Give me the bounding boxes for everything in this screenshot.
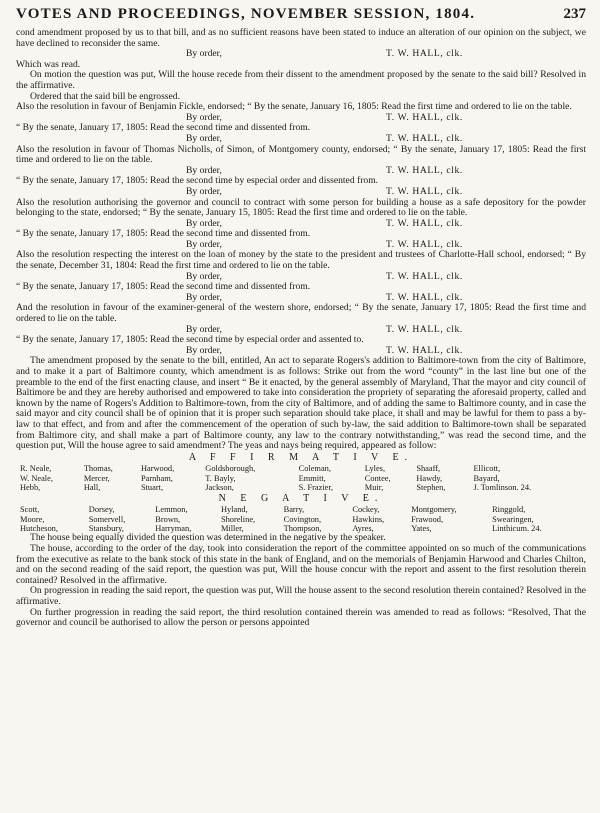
member-name: Covington, — [283, 514, 322, 524]
clerk-signature: T. W. HALL, clk. — [386, 164, 463, 176]
member-name: Hyland, — [220, 505, 248, 515]
clerk-signature: T. W. HALL, clk. — [386, 217, 463, 229]
member-name: Ayres, — [352, 523, 374, 533]
paragraph: “ By the senate, January 17, 1805: Read the second time by especial order and assented to. — [16, 334, 364, 346]
paragraph: The house, according to the order of the day, took into consideration the report of the committee appointed on so much of the communications from the executive as relate to the bank stock of this state in the bank of England, and on the memorials of Benjamin Harwood and Charles Chilton, and on the second reading of the said report, the question was put, Will the house concur with the report and assent to the first resolution therein contained? Resolved in the affirmative. — [16, 542, 586, 586]
member-name: Shoreline, — [220, 514, 256, 524]
member-name: Thompson, — [283, 523, 322, 533]
paragraph: On progression in reading the said report, the question was put, Will the house assent to the second resolution therein contained? Resolved in the affirmative. — [16, 585, 586, 607]
paragraph: The amendment proposed by the senate to the bill, entitled, An act to separate Rogers's addition to Baltimore-town from the city of Baltimore, and to make it a part of Baltimore county, which amendment is as follows: Strike out from the word “county” in the last line but one of the preamble to the end of the first enacting clause, and insert “ Be it enacted, by the general assembly of Maryland, That the mayor and city council of Baltimore be and they are hereby authorised and empowered to take into consideration the propriety of separating the aforesaid property, called and known by the name of Rogers's Addition to Baltimore-town, from the city of Baltimore, and of adding the same to Baltimore county, and in case the said mayor and city council shall be of opinion that it is proper such separation should take place, it shall and may be lawful for them to pass a by-law to that effect, and from and after the commencement of the operation of such by-law, the said addition to Baltimore-town shall be separated from Baltimore city, and shall make a part of Baltimore county, any law to the contrary notwithstanding,” was read the second time, and the question put, Will the house agree to said amendment? The yeas and nays being required, appeared as follow: — [16, 355, 586, 452]
paragraph: On further progression in reading the said report, the third resolution contained therein was amended to read as follows: “Resolved, That the governor and council be authorised to allow the person or persons appointed — [16, 606, 586, 629]
page-title: VOTES AND PROCEEDINGS, NOVEMBER SESSION, 1804. — [16, 6, 476, 22]
clerk-signature: T. W. HALL, clk. — [386, 238, 463, 250]
member-name: Hawkins, — [352, 514, 385, 524]
by-order-label: By order, — [186, 323, 222, 335]
vote-row — [16, 474, 576, 483]
member-name: Harryman, — [155, 523, 192, 533]
member-name: Hutcheson, — [20, 523, 58, 533]
paragraph: “ By the senate, January 17, 1805: Read the second time and dissented from. — [16, 281, 311, 293]
clerk-signature: T. W. HALL, clk. — [386, 291, 463, 303]
by-order-label: By order, — [186, 185, 222, 197]
member-name: Dorsey, — [88, 505, 115, 515]
member-name: Brown, — [155, 514, 181, 524]
member-name: Frawood, — [411, 514, 444, 524]
member-name: Stuart, — [140, 483, 164, 493]
paragraph: cond amendment proposed by us to that bill, and as no sufficient reasons have been stated to induce an alteration of our opinion on the subject, we have declined to reconsider the same. — [16, 27, 586, 49]
member-name: Hawdy, — [416, 473, 443, 483]
clerk-signature: T. W. HALL, clk. — [386, 132, 463, 144]
member-name: Swearingen, — [492, 514, 534, 524]
member-name: Scott, — [20, 505, 40, 515]
member-name: Cockey, — [352, 505, 380, 515]
vote-row — [16, 483, 576, 492]
running-header — [16, 6, 586, 28]
member-name: Mercer, — [83, 473, 110, 483]
by-order-label: By order, — [186, 217, 222, 229]
order-signature-line — [16, 134, 586, 145]
clerk-signature: T. W. HALL, clk. — [386, 323, 463, 335]
clerk-signature: T. W. HALL, clk. — [386, 48, 463, 60]
paragraph: “ By the senate, January 17, 1805: Read the second time by especial order and dissented from. — [16, 175, 379, 187]
by-order-label: By order, — [186, 111, 222, 123]
member-name: Moore, — [20, 514, 45, 524]
by-order-label: By order, — [186, 291, 222, 303]
member-name: Goldsborough, — [205, 464, 256, 474]
paragraph: And the resolution in favour of the examiner-general of the western shore, endorsed; “ By the senate, January 17, 1805: Read the first time and ordered to lie on the table. — [16, 302, 586, 325]
clerk-signature: T. W. HALL, clk. — [386, 111, 463, 123]
paragraph: Which was read. — [16, 58, 81, 70]
member-name: Somervell, — [88, 514, 126, 524]
paragraph: “ By the senate, January 17, 1805: Read the second time and dissented from. — [16, 228, 311, 240]
paragraph: The house being equally divided the question was determined in the negative by the speaker. — [30, 532, 386, 544]
member-name: Stephen, — [416, 483, 446, 493]
clerk-signature: T. W. HALL, clk. — [386, 270, 463, 282]
order-signature-line — [16, 187, 586, 198]
member-name: Lemmon, — [155, 505, 188, 515]
by-order-label: By order, — [186, 48, 222, 60]
member-name: Montgomery, — [411, 505, 457, 515]
clerk-signature: T. W. HALL, clk. — [386, 185, 463, 197]
order-signature-line — [16, 49, 586, 60]
member-name: S. Frazier, — [298, 483, 333, 493]
paragraph: Also the resolution in favour of Benjamin Fickle, endorsed; “ By the senate, January 16, 1805: Read the first time and ordered to lie on the table. — [16, 101, 572, 113]
member-name: Stansbury, — [88, 523, 124, 533]
paragraph: “ By the senate, January 17, 1805: Read the second time and dissented from. — [16, 122, 311, 134]
paragraph: On motion the question was put, Will the house recede from their dissent to the amendment proposed by the senate to the said bill? Resolved in the affirmative. — [16, 69, 586, 91]
member-name: Thomas, — [83, 464, 113, 474]
paragraph: Also the resolution in favour of Thomas Nicholls, of Simon, of Montgomery county, endorsed; “ By the senate, January 17, 1805: Read the first time and ordered to lie on the table. — [16, 143, 586, 166]
member-name: Harwood, — [140, 464, 175, 474]
vote-row — [16, 515, 576, 524]
member-name: Yates, — [411, 523, 432, 533]
member-name: Linthicum. 24. — [492, 523, 542, 533]
member-name: Lyles, — [364, 464, 386, 474]
member-name: Hall, — [83, 483, 101, 493]
member-name: R. Neale, — [20, 464, 52, 474]
affirmative-label: A F F I R M A T I V E. — [188, 451, 414, 463]
member-name: Muir, — [364, 483, 384, 493]
member-name: Shaaff, — [416, 464, 441, 474]
by-order-label: By order, — [186, 344, 222, 356]
paragraph: Also the resolution authorising the governor and council to contract with some person for building a house as a safe depository for the powder belonging to the state, endorsed; “ By the senate, January 15, 1805: Read the first time and ordered to lie on the table. — [16, 196, 586, 219]
by-order-label: By order, — [186, 238, 222, 250]
member-name: Contee, — [364, 473, 391, 483]
paragraph: Also the resolution respecting the interest on the loan of money by the state to the president and trustees of Charlotte-Hall school, endorsed; “ By the senate, December 31, 1804: Read the first time and ordered to lie on the table. — [16, 249, 586, 272]
document-body — [16, 28, 586, 629]
clerk-signature: T. W. HALL, clk. — [386, 344, 463, 356]
page-number: 237 — [563, 6, 586, 22]
member-name: Hebb, — [20, 483, 41, 493]
member-name: Ringgold, — [492, 505, 526, 515]
member-name: Coleman, — [298, 464, 331, 474]
negative-table — [16, 505, 576, 533]
affirmative-table — [16, 464, 576, 492]
member-name: Jackson, — [205, 483, 234, 493]
member-name: T. Bayly, — [205, 473, 236, 483]
member-name: Emmitt, — [298, 473, 326, 483]
member-name: Parnham, — [140, 473, 173, 483]
member-name: J. Tomlinson. 24. — [473, 483, 532, 493]
negative-label: N E G A T I V E. — [218, 492, 384, 504]
by-order-label: By order, — [186, 132, 222, 144]
member-name: Ellicott, — [473, 464, 501, 474]
paragraph: Ordered that the said bill be engrossed. — [30, 90, 180, 102]
vote-row — [16, 464, 576, 473]
member-name: Bayard, — [473, 473, 500, 483]
vote-row — [16, 505, 576, 514]
member-name: Barry, — [283, 505, 305, 515]
by-order-label: By order, — [186, 270, 222, 282]
member-name: W. Neale, — [20, 473, 53, 483]
by-order-label: By order, — [186, 164, 222, 176]
member-name: Miller, — [220, 523, 244, 533]
